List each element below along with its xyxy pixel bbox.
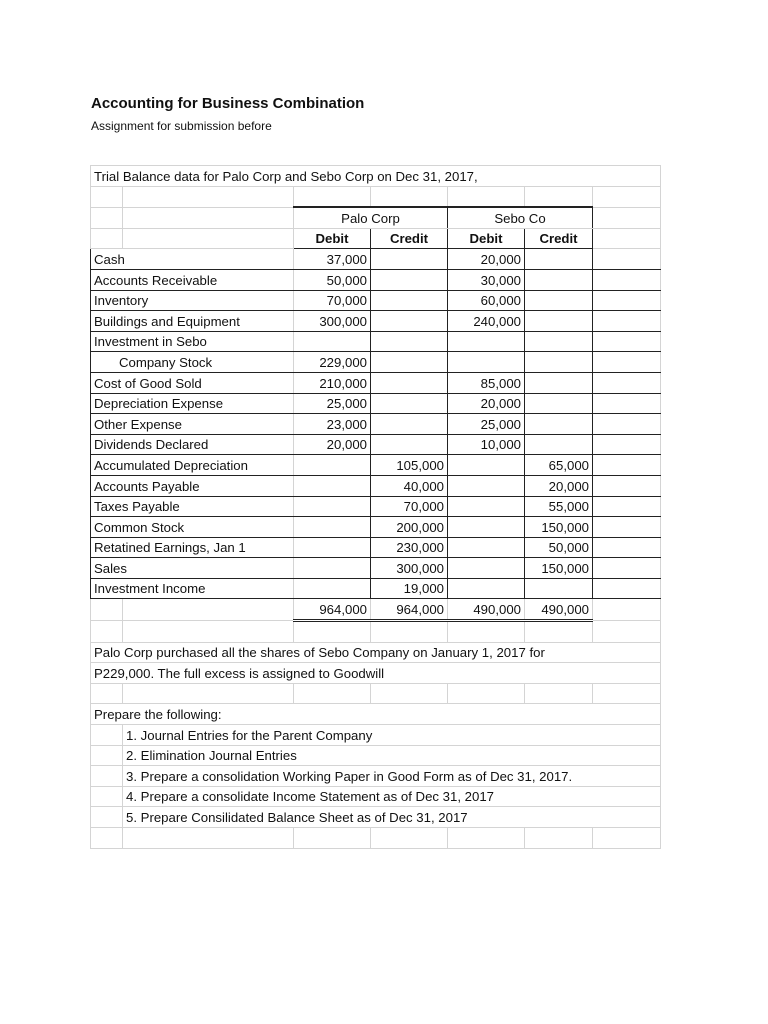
account-label[interactable]: Depreciation Expense <box>91 393 294 414</box>
blank-cell[interactable] <box>593 414 661 435</box>
sebo-debit-cell[interactable]: 85,000 <box>448 372 525 393</box>
palo-debit-cell[interactable] <box>294 455 371 476</box>
sebo-credit-total[interactable]: 490,000 <box>525 599 593 621</box>
palo-debit-cell[interactable]: 229,000 <box>294 352 371 373</box>
totals-row <box>91 599 661 621</box>
company-palo-header[interactable]: Palo Corp <box>294 207 448 228</box>
account-row <box>91 475 661 496</box>
palo-debit-cell[interactable]: 300,000 <box>294 311 371 332</box>
account-row <box>91 290 661 311</box>
palo-debit-cell[interactable]: 37,000 <box>294 249 371 270</box>
sebo-debit-cell[interactable]: 240,000 <box>448 311 525 332</box>
account-row <box>91 414 661 435</box>
sebo-credit-cell[interactable] <box>525 290 593 311</box>
blank-cell[interactable] <box>593 352 661 373</box>
sebo-debit-cell[interactable] <box>448 475 525 496</box>
sebo-debit-cell[interactable]: 20,000 <box>448 393 525 414</box>
sebo-credit-cell[interactable] <box>525 249 593 270</box>
blank-cell[interactable] <box>593 372 661 393</box>
sebo-credit-cell[interactable] <box>525 414 593 435</box>
palo-credit-header[interactable]: Credit <box>371 228 448 249</box>
palo-debit-cell[interactable] <box>294 517 371 538</box>
blank-cell[interactable] <box>593 475 661 496</box>
palo-debit-cell[interactable] <box>294 475 371 496</box>
palo-credit-cell[interactable] <box>371 372 448 393</box>
account-row <box>91 249 661 270</box>
sebo-credit-cell[interactable]: 65,000 <box>525 455 593 476</box>
instructions-row <box>91 704 661 725</box>
palo-debit-cell[interactable]: 20,000 <box>294 434 371 455</box>
palo-credit-cell[interactable] <box>371 269 448 290</box>
blank-cell[interactable] <box>593 537 661 558</box>
palo-credit-cell[interactable]: 105,000 <box>371 455 448 476</box>
sebo-credit-cell[interactable] <box>525 578 593 599</box>
account-label[interactable]: Cost of Good Sold <box>91 372 294 393</box>
sebo-credit-cell[interactable] <box>525 311 593 332</box>
sebo-credit-cell[interactable] <box>525 352 593 373</box>
account-label[interactable]: Cash <box>91 249 294 270</box>
palo-credit-cell[interactable]: 300,000 <box>371 558 448 579</box>
palo-credit-cell[interactable] <box>371 311 448 332</box>
sebo-debit-cell[interactable] <box>448 558 525 579</box>
blank-cell[interactable] <box>593 269 661 290</box>
account-row <box>91 393 661 414</box>
palo-credit-total[interactable]: 964,000 <box>371 599 448 621</box>
sebo-debit-cell[interactable] <box>448 578 525 599</box>
sebo-credit-cell[interactable] <box>525 372 593 393</box>
palo-debit-header[interactable]: Debit <box>294 228 371 249</box>
account-label[interactable]: Buildings and Equipment <box>91 311 294 332</box>
sebo-credit-cell[interactable]: 20,000 <box>525 475 593 496</box>
sebo-credit-cell[interactable]: 55,000 <box>525 496 593 517</box>
sebo-credit-cell[interactable]: 50,000 <box>525 537 593 558</box>
account-row <box>91 372 661 393</box>
palo-credit-cell[interactable]: 70,000 <box>371 496 448 517</box>
note-row <box>91 642 661 663</box>
blank-cell[interactable] <box>593 434 661 455</box>
sebo-debit-cell[interactable] <box>448 331 525 352</box>
palo-credit-cell[interactable] <box>371 434 448 455</box>
account-label[interactable]: Other Expense <box>91 414 294 435</box>
account-label[interactable]: Retatined Earnings, Jan 1 <box>91 537 294 558</box>
blank-cell[interactable] <box>593 558 661 579</box>
sebo-credit-cell[interactable]: 150,000 <box>525 517 593 538</box>
account-row <box>91 311 661 332</box>
palo-debit-cell[interactable]: 23,000 <box>294 414 371 435</box>
palo-credit-cell[interactable] <box>371 290 448 311</box>
task-row <box>91 725 661 746</box>
purchase-note-line-2[interactable]: P229,000. The full excess is assigned to Goodwill <box>91 663 661 684</box>
blank-cell[interactable] <box>593 496 661 517</box>
palo-debit-cell[interactable] <box>294 496 371 517</box>
account-row <box>91 455 661 476</box>
task-item[interactable]: 2. Elimination Journal Entries <box>123 745 661 766</box>
company-header-row <box>91 207 661 228</box>
palo-credit-cell[interactable]: 19,000 <box>371 578 448 599</box>
sebo-debit-cell[interactable] <box>448 537 525 558</box>
account-label[interactable]: Accounts Receivable <box>91 269 294 290</box>
palo-debit-cell[interactable]: 210,000 <box>294 372 371 393</box>
account-label[interactable]: Common Stock <box>91 517 294 538</box>
trial-balance-sheet <box>90 165 661 849</box>
palo-credit-cell[interactable] <box>371 414 448 435</box>
task-row <box>91 745 661 766</box>
account-row <box>91 496 661 517</box>
account-label[interactable]: Investment in Sebo <box>91 331 294 352</box>
account-label[interactable]: Company Stock <box>91 352 294 373</box>
account-label[interactable]: Inventory <box>91 290 294 311</box>
blank-row <box>91 828 661 849</box>
palo-debit-cell[interactable] <box>294 558 371 579</box>
sebo-debit-header[interactable]: Debit <box>448 228 525 249</box>
blank-cell[interactable] <box>593 578 661 599</box>
sebo-debit-cell[interactable] <box>448 352 525 373</box>
account-label[interactable]: Taxes Payable <box>91 496 294 517</box>
blank-row <box>91 621 661 643</box>
document-subtitle: Assignment for submission before <box>91 119 272 133</box>
sebo-debit-cell[interactable] <box>448 455 525 476</box>
account-label[interactable]: Sales <box>91 558 294 579</box>
palo-debit-cell[interactable] <box>294 537 371 558</box>
account-label[interactable]: Accounts Payable <box>91 475 294 496</box>
sheet-heading[interactable]: Trial Balance data for Palo Corp and Sebo Corp on Dec 31, 2017, <box>91 166 661 187</box>
account-label[interactable]: Dividends Declared <box>91 434 294 455</box>
blank-row <box>91 683 661 704</box>
sebo-credit-cell[interactable] <box>525 331 593 352</box>
palo-debit-total[interactable]: 964,000 <box>294 599 371 621</box>
instructions-heading[interactable]: Prepare the following: <box>91 704 661 725</box>
account-row <box>91 331 661 352</box>
palo-credit-cell[interactable] <box>371 249 448 270</box>
palo-debit-cell[interactable]: 25,000 <box>294 393 371 414</box>
task-item[interactable]: 5. Prepare Consilidated Balance Sheet as of Dec 31, 2017 <box>123 807 661 828</box>
palo-debit-cell[interactable]: 50,000 <box>294 269 371 290</box>
task-item[interactable]: 4. Prepare a consolidate Income Statement as of Dec 31, 2017 <box>123 786 661 807</box>
sebo-debit-cell[interactable]: 20,000 <box>448 249 525 270</box>
sebo-debit-cell[interactable]: 10,000 <box>448 434 525 455</box>
blank-cell[interactable] <box>593 331 661 352</box>
account-row <box>91 578 661 599</box>
heading-row <box>91 166 661 187</box>
task-item[interactable]: 1. Journal Entries for the Parent Company <box>123 725 661 746</box>
sebo-debit-cell[interactable] <box>448 496 525 517</box>
sebo-debit-cell[interactable] <box>448 517 525 538</box>
blank-cell[interactable] <box>593 393 661 414</box>
blank-cell[interactable] <box>593 311 661 332</box>
account-row <box>91 558 661 579</box>
column-header-row <box>91 228 661 249</box>
account-label[interactable]: Accumulated Depreciation <box>91 455 294 476</box>
task-item[interactable]: 3. Prepare a consolidation Working Paper in Good Form as of Dec 31, 2017. <box>123 766 661 787</box>
account-row <box>91 269 661 290</box>
palo-credit-cell[interactable]: 40,000 <box>371 475 448 496</box>
blank-cell[interactable] <box>593 290 661 311</box>
note-row <box>91 663 661 684</box>
blank-cell[interactable] <box>593 455 661 476</box>
sebo-credit-cell[interactable] <box>525 434 593 455</box>
company-sebo-header[interactable]: Sebo Co <box>448 207 593 228</box>
account-label[interactable]: Investment Income <box>91 578 294 599</box>
task-row <box>91 807 661 828</box>
sebo-debit-total[interactable]: 490,000 <box>448 599 525 621</box>
sebo-debit-cell[interactable]: 25,000 <box>448 414 525 435</box>
document-title: Accounting for Business Combination <box>91 95 365 112</box>
account-row <box>91 537 661 558</box>
sebo-credit-cell[interactable] <box>525 269 593 290</box>
palo-debit-cell[interactable]: 70,000 <box>294 290 371 311</box>
sebo-credit-cell[interactable] <box>525 393 593 414</box>
sebo-credit-header[interactable]: Credit <box>525 228 593 249</box>
account-row <box>91 517 661 538</box>
account-row <box>91 434 661 455</box>
blank-cell[interactable] <box>593 249 661 270</box>
account-row <box>91 352 661 373</box>
palo-debit-cell[interactable] <box>294 578 371 599</box>
blank-row <box>91 186 661 207</box>
palo-credit-cell[interactable] <box>371 393 448 414</box>
palo-debit-cell[interactable] <box>294 331 371 352</box>
palo-credit-cell[interactable] <box>371 331 448 352</box>
sebo-credit-cell[interactable]: 150,000 <box>525 558 593 579</box>
task-row <box>91 766 661 787</box>
sebo-debit-cell[interactable]: 60,000 <box>448 290 525 311</box>
palo-credit-cell[interactable]: 230,000 <box>371 537 448 558</box>
sebo-debit-cell[interactable]: 30,000 <box>448 269 525 290</box>
palo-credit-cell[interactable]: 200,000 <box>371 517 448 538</box>
blank-cell[interactable] <box>593 517 661 538</box>
palo-credit-cell[interactable] <box>371 352 448 373</box>
purchase-note-line-1[interactable]: Palo Corp purchased all the shares of Sebo Company on January 1, 2017 for <box>91 642 661 663</box>
task-row <box>91 786 661 807</box>
